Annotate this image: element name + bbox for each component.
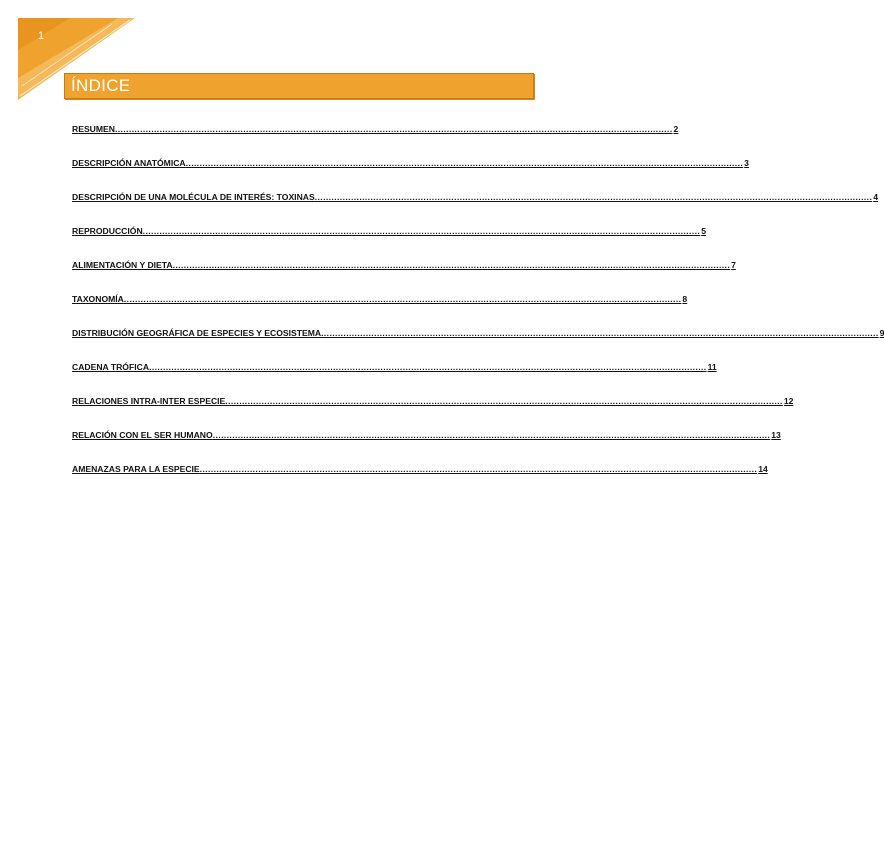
toc-entry[interactable] <box>72 222 706 236</box>
toc-entry-label: DESCRIPCIÓN DE UNA MOLÉCULA DE INTERÉS: TOXINAS <box>72 192 315 202</box>
toc-leader-dots: ........................................................................................................................................................................................................ <box>114 124 673 134</box>
toc-entry-page: 12 <box>783 396 794 406</box>
toc-entry-label: RELACIONES INTRA-INTER ESPECIE <box>72 396 226 406</box>
toc-entry-page: 11 <box>707 362 717 372</box>
toc-entry[interactable] <box>72 460 768 474</box>
toc-entry-page: 13 <box>771 430 781 440</box>
toc-leader-dots: ........................................................................................................................................................................................................ <box>199 464 758 474</box>
toc-entry-label: ALIMENTACIÓN Y DIETA <box>72 260 173 270</box>
toc-entry[interactable] <box>72 290 688 304</box>
toc-leader-dots: ........................................................................................................................................................................................................ <box>149 362 707 372</box>
toc-entry[interactable] <box>72 426 781 440</box>
toc-entry-label: DISTRIBUCIÓN GEOGRÁFICA DE ESPECIES Y ECOSISTEMA <box>72 328 322 338</box>
toc-entry[interactable] <box>72 188 879 202</box>
toc-entry-page: 5 <box>701 226 706 236</box>
toc-entry-page: 14 <box>758 464 768 474</box>
toc-entry-label: DESCRIPCIÓN ANATÓMICA <box>72 158 186 168</box>
toc-entry-label: REPRODUCCIÓN <box>72 226 143 236</box>
toc-entry[interactable] <box>72 256 736 270</box>
toc-entry-label: CADENA TRÓFICA <box>72 362 150 372</box>
toc-leader-dots: ........................................................................................................................................................................................................ <box>123 294 682 304</box>
toc-entry-page: 3 <box>744 158 749 168</box>
toc-entry-label: AMENAZAS PARA LA ESPECIE <box>72 464 200 474</box>
toc-entry-label: TAXONOMÍA <box>72 294 124 304</box>
toc-entry-label: RESUMEN <box>72 124 115 134</box>
toc-entry-label: RELACIÓN CON EL SER HUMANO <box>72 430 213 440</box>
toc-entry[interactable] <box>72 154 749 168</box>
toc-entry-page: 9 <box>879 328 884 338</box>
toc-leader-dots: ........................................................................................................................................................................................................ <box>172 260 731 270</box>
toc-leader-dots: ........................................................................................................................................................................................................ <box>314 192 873 202</box>
toc-entry-page: 7 <box>731 260 736 270</box>
toc-leader-dots: ........................................................................................................................................................................................................ <box>225 396 783 406</box>
title-bar <box>64 73 534 99</box>
toc-entry-page: 8 <box>682 294 688 304</box>
toc-entry-page: 4 <box>873 192 879 202</box>
toc-entry[interactable] <box>72 120 679 134</box>
toc-entry-page: 2 <box>673 124 679 134</box>
toc-entry[interactable] <box>72 358 717 372</box>
toc-leader-dots: ........................................................................................................................................................................................................ <box>142 226 701 236</box>
toc-leader-dots: ........................................................................................................................................................................................................ <box>321 328 879 338</box>
page-title: ÍNDICE <box>71 76 131 95</box>
toc-entry[interactable] <box>72 324 884 338</box>
toc-leader-dots: ........................................................................................................................................................................................................ <box>212 430 771 440</box>
toc-entry[interactable] <box>72 392 794 406</box>
page-number: 1 <box>38 30 45 42</box>
toc-leader-dots: ........................................................................................................................................................................................................ <box>185 158 744 168</box>
